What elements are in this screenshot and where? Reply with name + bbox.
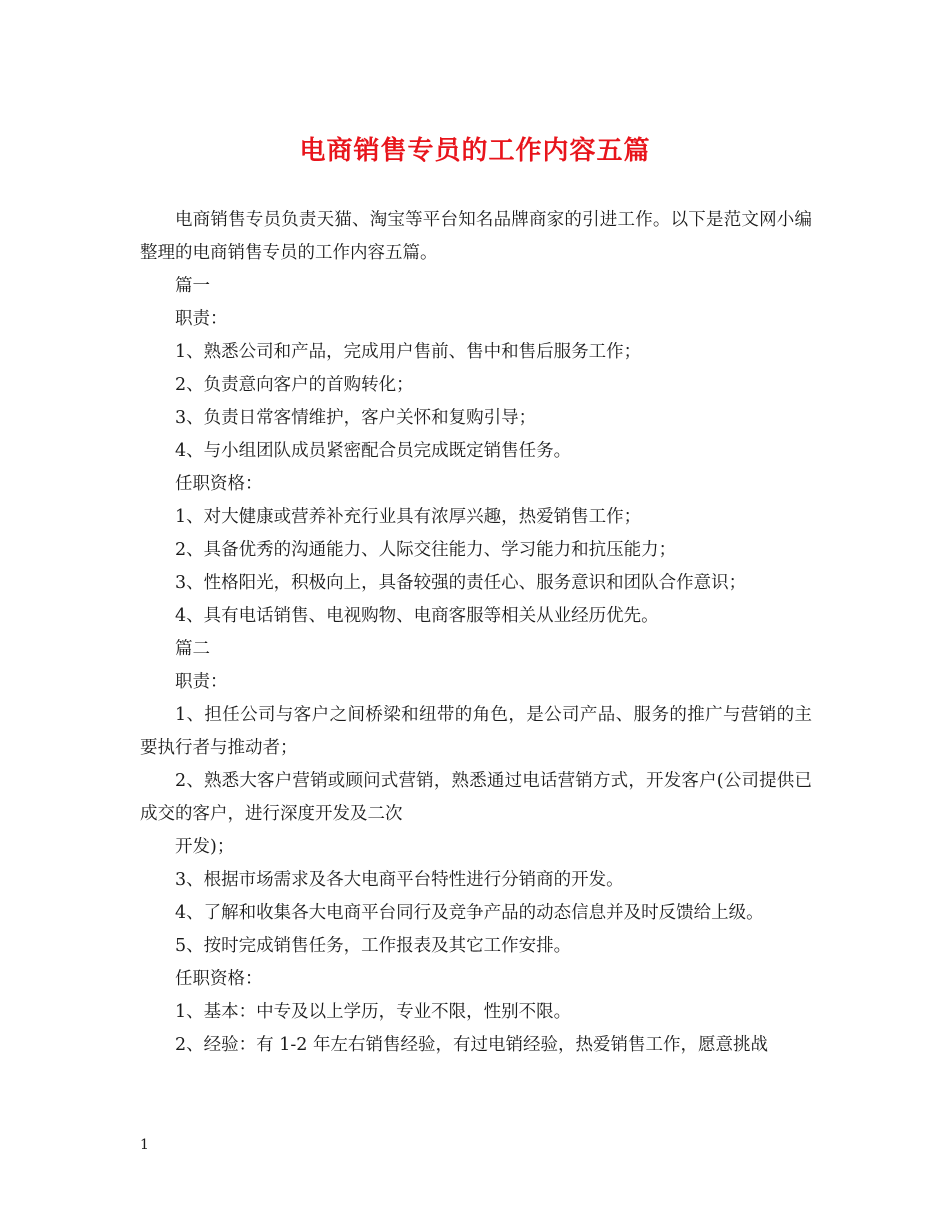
list-item: 1、熟悉公司和产品，完成用户售前、售中和售后服务工作； xyxy=(175,342,642,362)
qualifications-heading: 任职资格： xyxy=(175,969,263,989)
list-item: 1、对大健康或营养补充行业具有浓厚兴趣，热爱销售工作； xyxy=(175,507,642,527)
list-item: 2、熟悉大客户营销或顾问式营销，熟悉通过电话营销方式，开发客户(公司提供已成交的客户，进行深度开发及二次 xyxy=(140,771,812,824)
list-item: 2、负责意向客户的首购转化； xyxy=(175,375,414,395)
section-heading-part-1: 篇一 xyxy=(175,276,210,296)
list-item: 2、经验：有 1-2 年左右销售经验，有过电销经验，热爱销售工作，愿意挑战 xyxy=(175,1035,768,1055)
qualifications-heading: 任职资格： xyxy=(175,474,263,494)
list-item: 1、担任公司与客户之间桥梁和纽带的角色，是公司产品、服务的推广与营销的主要执行者与推动者； xyxy=(140,705,812,758)
list-item: 5、按时完成销售任务，工作报表及其它工作安排。 xyxy=(175,936,572,956)
list-item: 3、根据市场需求及各大电商平台特性进行分销商的开发。 xyxy=(175,870,624,890)
list-item: 4、与小组团队成员紧密配合员完成既定销售任务。 xyxy=(175,441,572,461)
list-item: 1、基本：中专及以上学历，专业不限，性别不限。 xyxy=(175,1002,572,1022)
document-body xyxy=(140,204,812,1062)
duties-heading: 职责： xyxy=(175,309,228,329)
document-title: 电商销售专员的工作内容五篇 xyxy=(299,136,651,166)
page-number: 1 xyxy=(140,1137,149,1153)
intro-paragraph: 电商销售专员负责天猫、淘宝等平台知名品牌商家的引进工作。以下是范文网小编整理的电商销售专员的工作内容五篇。 xyxy=(140,210,812,263)
list-item: 2、具备优秀的沟通能力、人际交往能力、学习能力和抗压能力； xyxy=(175,540,677,560)
list-item: 4、了解和收集各大电商平台同行及竞争产品的动态信息并及时反馈给上级。 xyxy=(175,903,764,923)
section-heading-part-2: 篇二 xyxy=(175,639,210,659)
list-item: 3、负责日常客情维护，客户关怀和复购引导； xyxy=(175,408,537,428)
list-item: 4、具有电话销售、电视购物、电商客服等相关从业经历优先。 xyxy=(175,606,659,626)
duties-heading: 职责： xyxy=(175,672,228,692)
list-item: 3、性格阳光，积极向上，具备较强的责任心、服务意识和团队合作意识； xyxy=(175,573,747,593)
list-item-continuation: 开发)； xyxy=(175,837,235,857)
